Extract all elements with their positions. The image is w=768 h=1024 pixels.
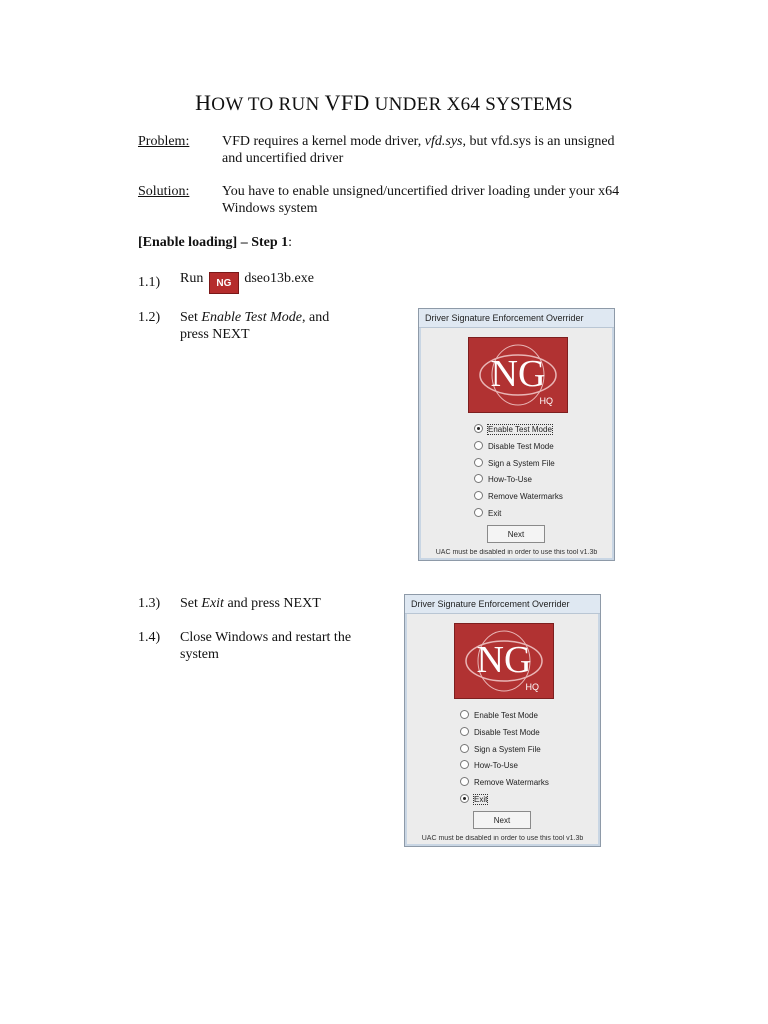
radio-label: Exit <box>488 509 502 518</box>
radio-option-2[interactable] <box>474 458 555 468</box>
radio-option-3[interactable] <box>460 760 518 770</box>
title-part-end: UNDER X64 SYSTEMS <box>369 94 573 115</box>
step-1-1-pre: Run <box>180 271 204 286</box>
step-1-2-post: , and <box>301 310 330 325</box>
radio-option-1[interactable] <box>460 727 540 737</box>
logo-hq: HQ <box>539 396 553 406</box>
radio-option-5[interactable] <box>460 794 487 804</box>
radio-label: Remove Watermarks <box>488 492 563 501</box>
radio-icon[interactable] <box>460 727 469 736</box>
radio-label: Sign a System File <box>474 745 541 754</box>
step-1-1-text <box>180 270 314 294</box>
radio-icon[interactable] <box>474 508 483 517</box>
radio-option-5[interactable] <box>474 508 501 518</box>
radio-label: Disable Test Mode <box>488 442 554 451</box>
step-1-4-line1: Close Windows and restart the <box>180 630 352 645</box>
step-1-4-number: 1.4) <box>138 630 161 645</box>
problem-text <box>222 133 632 167</box>
step-1-4-line2: system <box>180 647 219 662</box>
solution-line1: You have to enable unsigned/uncertified driver loading under your x64 <box>222 184 620 199</box>
step-1-4-text <box>180 629 363 663</box>
problem-label: Problem: <box>138 134 190 149</box>
step-1-2-pre: Set <box>180 310 202 325</box>
radio-label: Remove Watermarks <box>474 778 549 787</box>
radio-option-2[interactable] <box>460 744 541 754</box>
radio-option-1[interactable] <box>474 441 554 451</box>
radio-label: Sign a System File <box>488 459 555 468</box>
step-header-bold: [Enable loading] – Step 1 <box>138 235 289 250</box>
solution-line2: Windows system <box>222 201 318 216</box>
radio-label: Exit <box>474 795 488 804</box>
radio-label: How-To-Use <box>488 475 533 484</box>
step-header <box>138 234 292 251</box>
radio-label: How-To-Use <box>474 761 519 770</box>
problem-text-a: VFD requires a kernel mode driver, <box>222 134 425 149</box>
step-1-3-text <box>180 595 321 612</box>
step-1-2-number: 1.2) <box>138 310 161 325</box>
title-initial: H <box>195 90 212 115</box>
step-1-3-italic: Exit <box>201 596 224 611</box>
logo-hq: HQ <box>525 682 539 692</box>
problem-italic: vfd.sys <box>424 134 463 149</box>
radio-option-4[interactable] <box>460 777 549 787</box>
radio-icon[interactable] <box>474 458 483 467</box>
solution-text <box>222 183 642 217</box>
problem-text-b: , but vfd.sys is an unsigned <box>462 134 615 149</box>
radio-icon[interactable] <box>474 424 483 433</box>
step-1-2-text <box>180 309 363 343</box>
next-button[interactable]: Next <box>473 811 531 829</box>
step-1-3-number: 1.3) <box>138 596 161 611</box>
step-1-2-italic: Enable Test Mode <box>201 310 302 325</box>
step-1-1-number: 1.1) <box>138 275 161 290</box>
radio-icon[interactable] <box>474 474 483 483</box>
step-1-3-pre: Set <box>180 596 202 611</box>
logo-text: NG <box>476 639 532 681</box>
radio-icon[interactable] <box>474 491 483 500</box>
ng-app-icon: NG <box>209 272 239 294</box>
radio-icon[interactable] <box>474 441 483 450</box>
step-1-3-post: and press NEXT <box>223 596 321 611</box>
radio-label: Disable Test Mode <box>474 728 540 737</box>
ng-logo <box>468 337 568 413</box>
radio-icon[interactable] <box>460 710 469 719</box>
dialog-title: Driver Signature Enforcement Overrider <box>405 595 600 614</box>
next-button[interactable]: Next <box>487 525 545 543</box>
dialog-footer: UAC must be disabled in order to use this tool v1.3b <box>421 835 584 842</box>
dialog-footer: UAC must be disabled in order to use this tool v1.3b <box>435 549 598 556</box>
dialog-title: Driver Signature Enforcement Overrider <box>419 309 614 328</box>
radio-icon[interactable] <box>460 744 469 753</box>
dialog-exit <box>404 594 601 847</box>
radio-option-0[interactable] <box>474 424 552 434</box>
title-vfd: VFD <box>324 90 370 115</box>
logo-text: NG <box>490 353 546 395</box>
dialog-enable-test-mode <box>418 308 615 561</box>
title-part: OW TO RUN <box>211 94 325 115</box>
step-1-1-post: dseo13b.exe <box>244 271 314 286</box>
ng-logo <box>454 623 554 699</box>
step-1-2-line2: press NEXT <box>180 327 250 342</box>
page-title <box>0 90 768 116</box>
radio-icon[interactable] <box>460 760 469 769</box>
radio-label: Enable Test Mode <box>474 711 538 720</box>
problem-line2: and uncertified driver <box>222 151 344 166</box>
solution-label: Solution: <box>138 184 190 199</box>
radio-icon[interactable] <box>460 794 469 803</box>
radio-option-0[interactable] <box>460 710 538 720</box>
radio-option-4[interactable] <box>474 491 563 501</box>
radio-icon[interactable] <box>460 777 469 786</box>
step-header-colon: : <box>288 235 293 250</box>
radio-label: Enable Test Mode <box>488 425 552 434</box>
radio-option-3[interactable] <box>474 474 532 484</box>
